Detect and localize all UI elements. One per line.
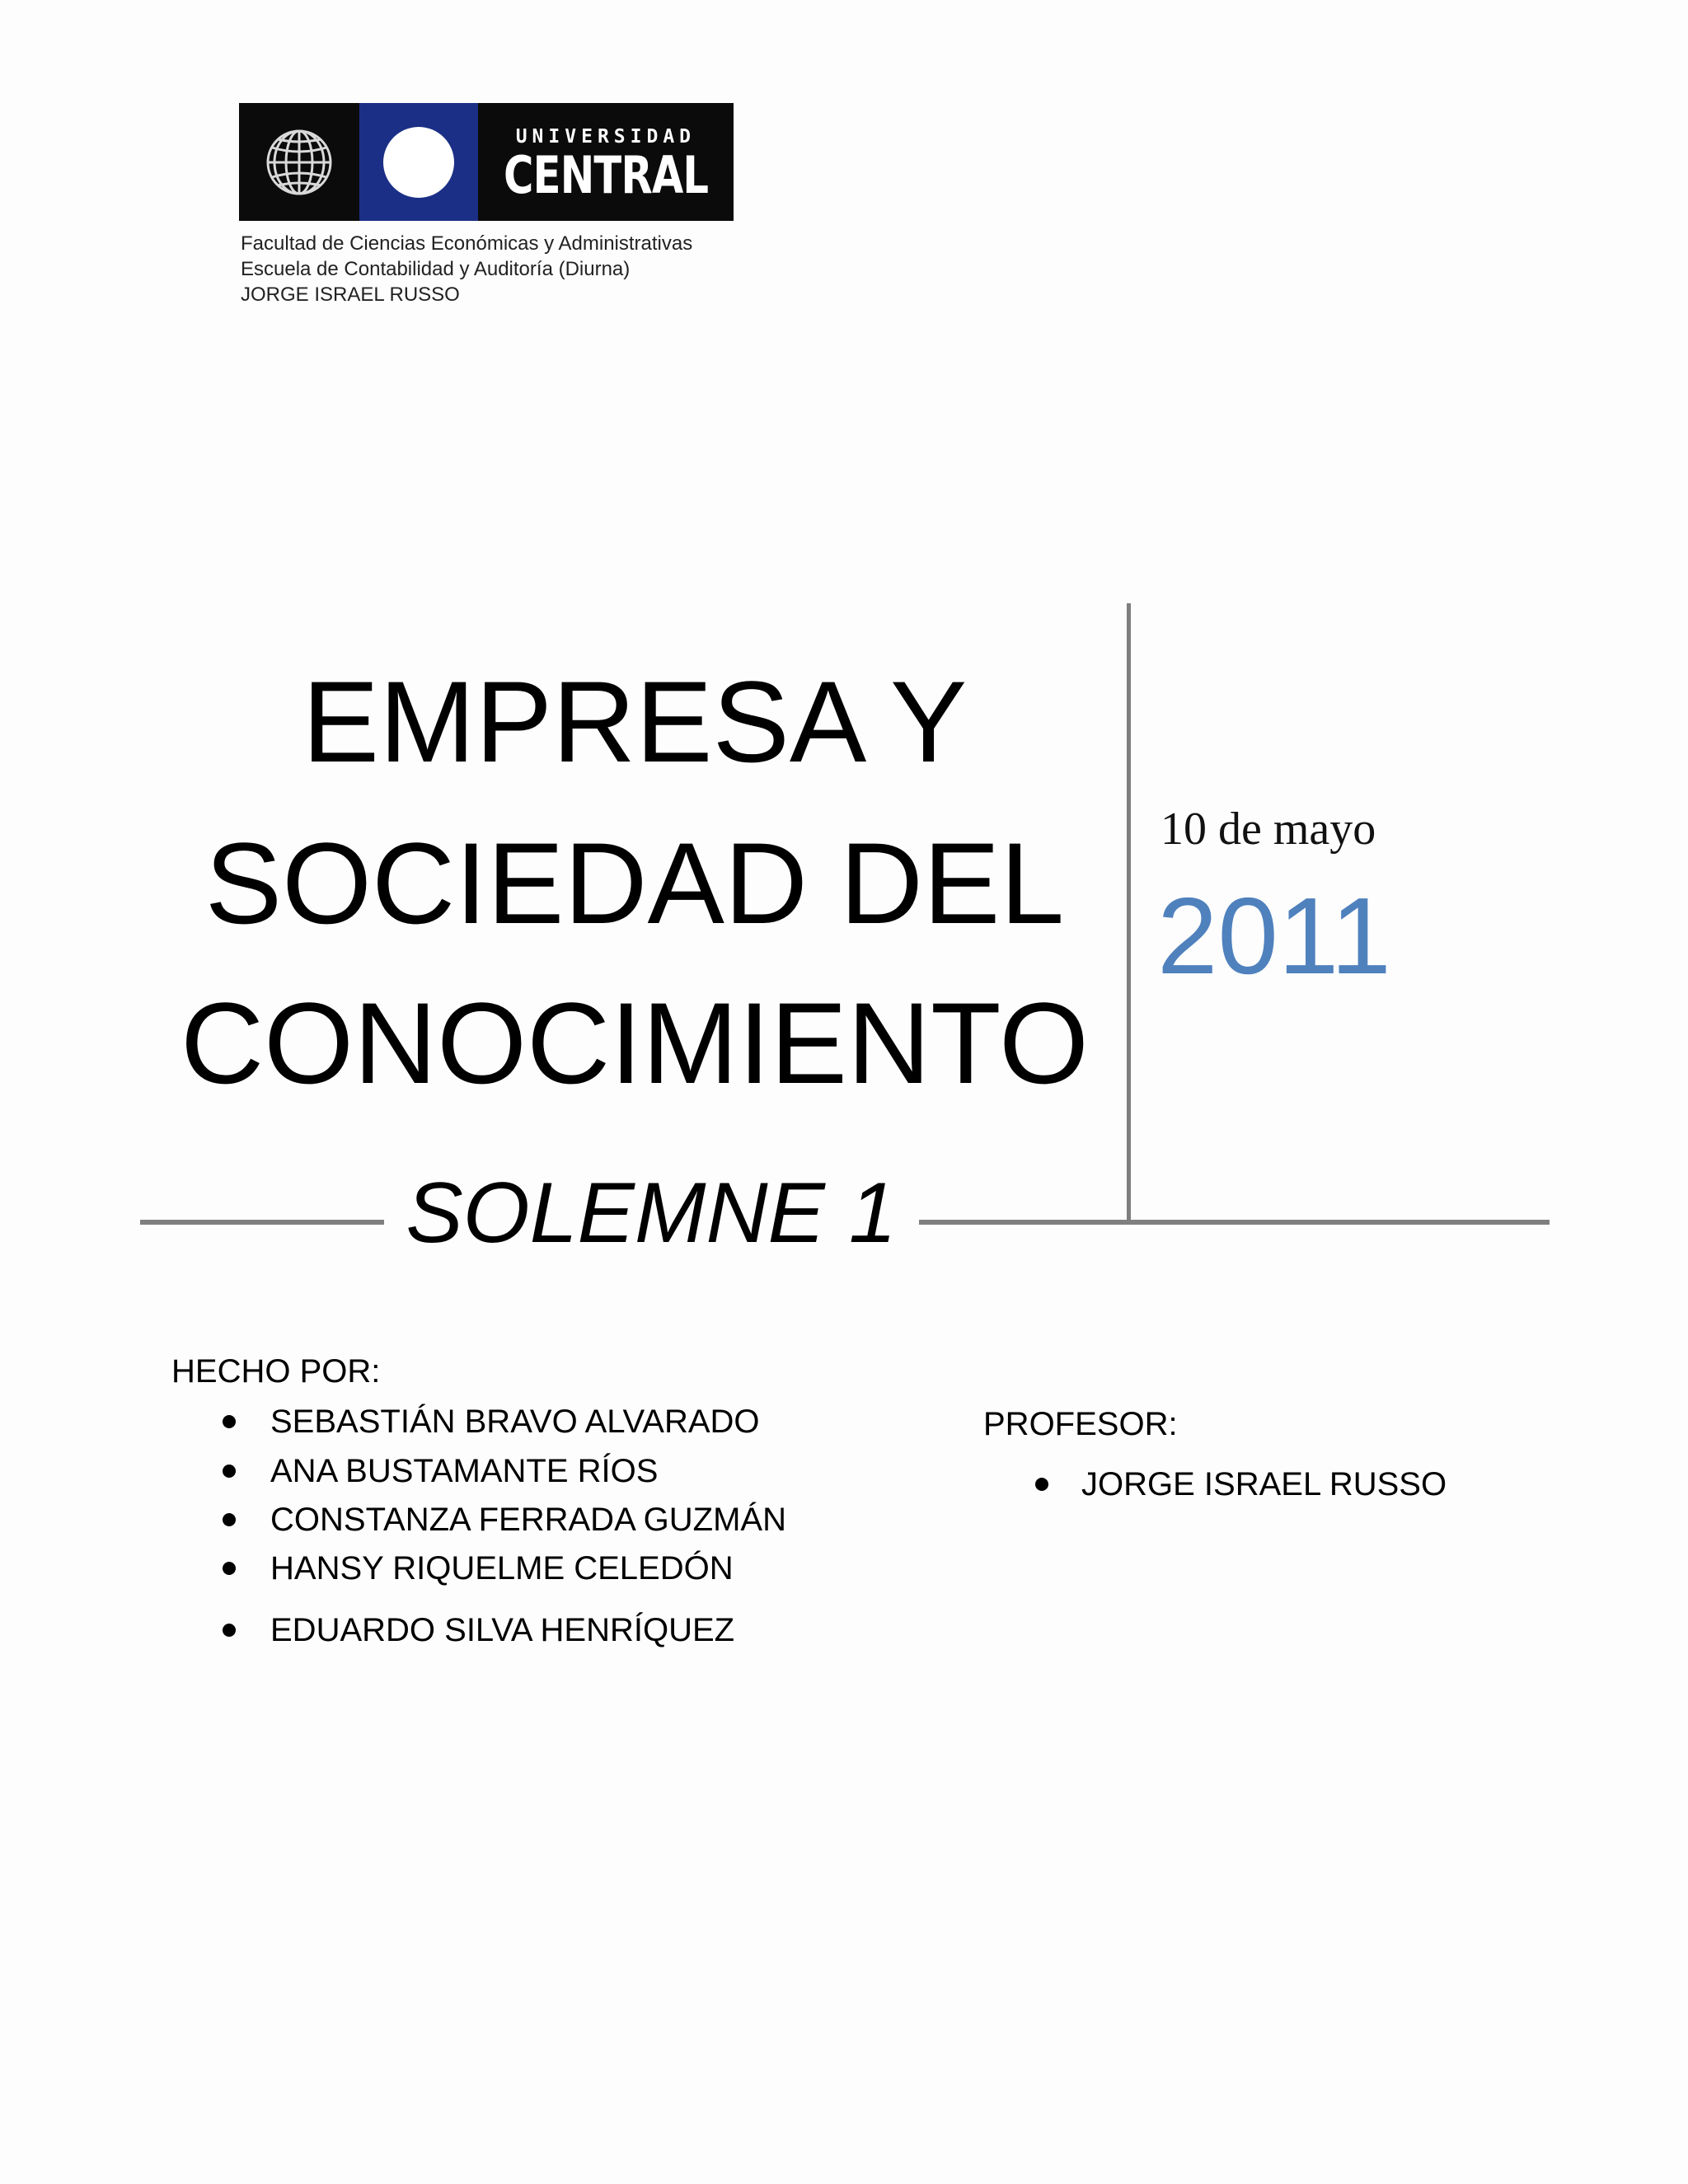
white-circle-icon — [383, 127, 454, 198]
vertical-divider — [1127, 603, 1131, 1221]
author-name: CONSTANZA FERRADA GUZMÁN — [270, 1502, 786, 1538]
title-line-3: CONOCIMIENTO — [181, 978, 1089, 1108]
horizontal-rule-right — [919, 1220, 1550, 1225]
university-logo — [239, 103, 734, 221]
bullet-icon — [223, 1513, 236, 1526]
horizontal-rule-left — [140, 1220, 384, 1225]
bullet-icon — [223, 1465, 236, 1478]
faculty-info — [241, 231, 692, 307]
author-name: EDUARDO SILVA HENRÍQUEZ — [270, 1612, 735, 1648]
logo-line-universidad: UNIVERSIDAD — [515, 126, 696, 148]
faculty-line: Facultad de Ciencias Económicas y Administrativas — [241, 232, 693, 255]
school-line: Escuela de Contabilidad y Auditoría (Diurna) — [241, 258, 631, 280]
author-name: ANA BUSTAMANTE RÍOS — [270, 1453, 659, 1489]
logo-wordmark — [478, 103, 734, 221]
logo-blue-panel — [359, 103, 478, 221]
bullet-icon — [223, 1624, 236, 1637]
author-name: SEBASTIÁN BRAVO ALVARADO — [270, 1404, 760, 1440]
date-year: 2011 — [1157, 875, 1391, 996]
globe-icon — [265, 128, 334, 197]
professor-name: JORGE ISRAEL RUSSO — [1081, 1466, 1447, 1502]
professor-list — [1035, 1468, 1447, 1517]
title-line-1: EMPRESA Y — [302, 657, 968, 786]
logo-line-central: CENTRAL — [503, 145, 708, 205]
bullet-icon — [223, 1415, 236, 1428]
header-professor-line: JORGE ISRAEL RUSSO — [241, 284, 460, 306]
globe-icon-panel — [239, 103, 359, 221]
professor-label: PROFESOR: — [983, 1406, 1178, 1442]
date-day-month: 10 de mayo — [1160, 804, 1376, 855]
authors-label: HECHO POR: — [171, 1353, 381, 1390]
author-name: HANSY RIQUELME CELEDÓN — [270, 1550, 734, 1586]
bullet-icon — [1035, 1478, 1048, 1491]
title-line-2: SOCIEDAD DEL — [204, 818, 1065, 948]
bullet-icon — [223, 1562, 236, 1575]
authors-list — [223, 1405, 849, 1652]
subtitle: SOLEMNE 1 — [406, 1165, 897, 1261]
